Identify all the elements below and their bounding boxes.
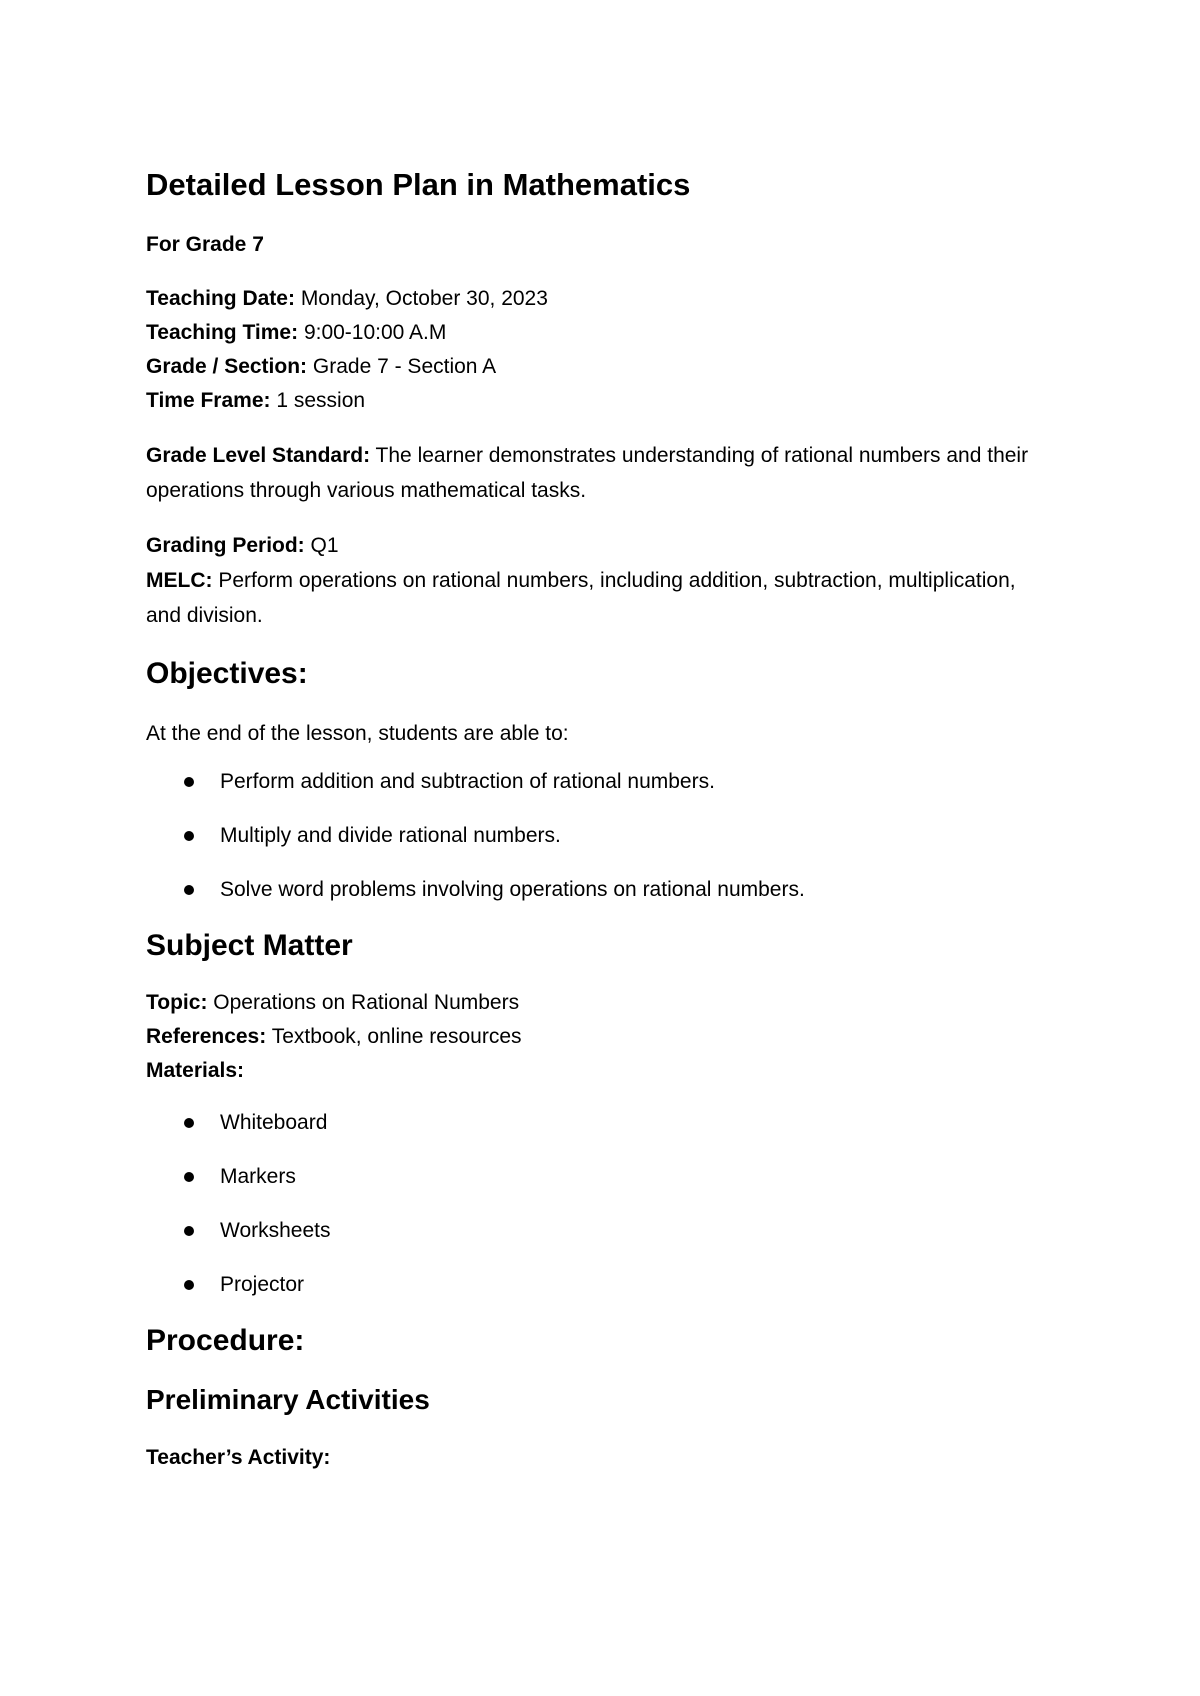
list-item: Whiteboard xyxy=(146,1106,1080,1140)
references-line xyxy=(146,1020,1080,1054)
teaching-date-value: Monday, October 30, 2023 xyxy=(300,287,548,311)
time-frame-value: 1 session xyxy=(276,389,366,413)
grade-level-standard xyxy=(146,438,1046,508)
bullet-icon xyxy=(184,1118,194,1128)
objectives-intro: At the end of the lesson, students are able to: xyxy=(146,721,569,745)
standard-label: Grade Level Standard: xyxy=(146,444,371,468)
grading-period-line xyxy=(146,528,1046,563)
topic-value: Operations on Rational Numbers xyxy=(213,991,520,1015)
topic-label: Topic: xyxy=(146,991,208,1015)
topic-line xyxy=(146,986,1080,1020)
teaching-date-line xyxy=(146,282,1080,316)
teaching-time-label: Teaching Time: xyxy=(146,321,299,345)
procedure-heading: Procedure: xyxy=(146,1324,305,1358)
list-item: Markers xyxy=(146,1160,1080,1194)
time-frame-line xyxy=(146,384,1080,418)
grading-melc-block xyxy=(146,528,1046,633)
time-frame-label: Time Frame: xyxy=(146,389,271,413)
objectives-heading: Objectives: xyxy=(146,657,308,691)
grade-section-line xyxy=(146,350,1080,384)
bullet-icon xyxy=(184,1226,194,1236)
teaching-date-label: Teaching Date: xyxy=(146,287,295,311)
materials-label: Materials: xyxy=(146,1059,245,1083)
teaching-time-line xyxy=(146,316,1080,350)
lesson-meta xyxy=(146,282,1080,418)
bullet-icon xyxy=(184,831,194,841)
grading-period-value: Q1 xyxy=(310,534,339,558)
list-item: Perform addition and subtraction of rational numbers. xyxy=(146,765,1080,799)
melc-label: MELC: xyxy=(146,569,213,593)
subject-matter-heading: Subject Matter xyxy=(146,928,353,962)
preliminary-activities-heading: Preliminary Activities xyxy=(146,1383,430,1415)
list-item: Worksheets xyxy=(146,1214,1080,1248)
materials-list xyxy=(146,1106,1080,1302)
grading-period-label: Grading Period: xyxy=(146,534,305,558)
standard-value: The learner demonstrates understanding of rational numbers and their operations through various mathematical tasks. xyxy=(146,444,1029,503)
bullet-icon xyxy=(184,1172,194,1182)
references-value: Textbook, online resources xyxy=(271,1025,522,1049)
bullet-icon xyxy=(184,1280,194,1290)
bullet-icon xyxy=(184,777,194,787)
list-item: Multiply and divide rational numbers. xyxy=(146,819,1080,853)
references-label: References: xyxy=(146,1025,267,1049)
document-title: Detailed Lesson Plan in Mathematics xyxy=(146,167,691,202)
grade-line: For Grade 7 xyxy=(146,233,264,257)
objectives-list xyxy=(146,765,1080,907)
list-item: Solve word problems involving operations on rational numbers. xyxy=(146,873,1080,907)
grade-section-value: Grade 7 - Section A xyxy=(312,355,497,379)
list-item: Projector xyxy=(146,1268,1080,1302)
teaching-time-value: 9:00-10:00 A.M xyxy=(303,321,447,345)
grade-section-label: Grade / Section: xyxy=(146,355,308,379)
teacher-activity-label: Teacher’s Activity: xyxy=(146,1445,331,1469)
melc-value: Perform operations on rational numbers, including addition, subtraction, multiplication, and division. xyxy=(146,569,1016,628)
materials-line xyxy=(146,1054,1080,1088)
melc-line xyxy=(146,563,1046,633)
subject-matter-meta xyxy=(146,986,1080,1088)
bullet-icon xyxy=(184,885,194,895)
